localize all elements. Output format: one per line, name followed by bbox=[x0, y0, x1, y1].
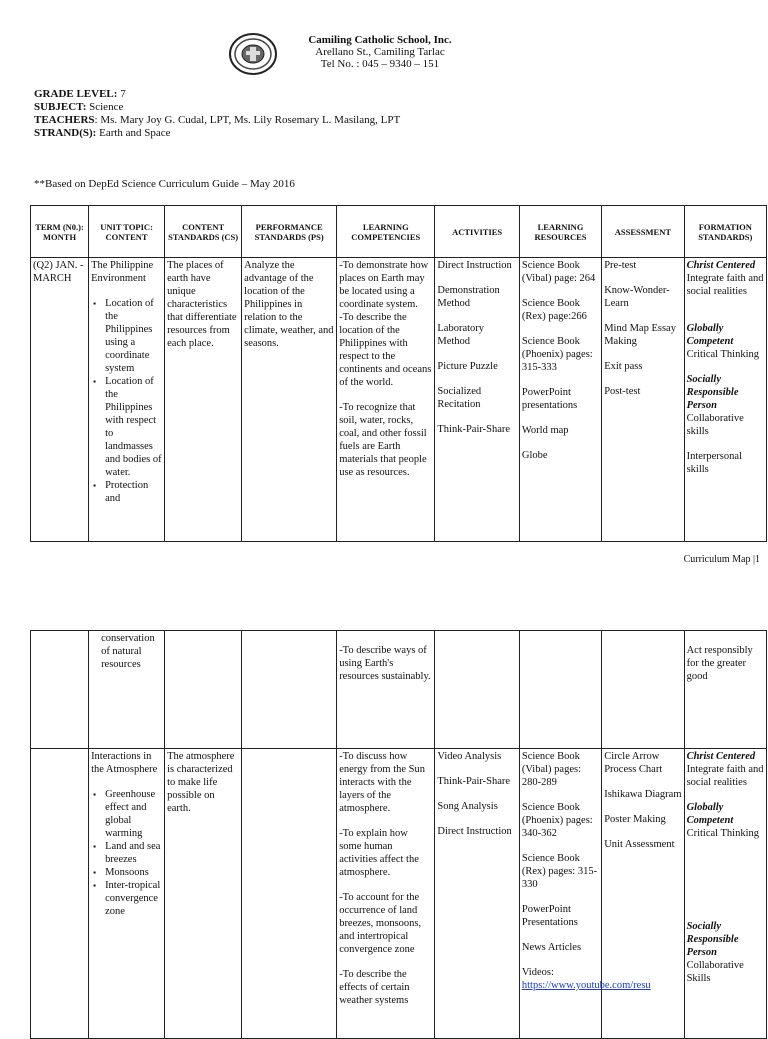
list-item: Circle Arrow Process Chart bbox=[604, 751, 663, 775]
list-item: Direct Instruction bbox=[437, 826, 512, 837]
list-item: Think-Pair-Share bbox=[437, 424, 511, 435]
assessment-cell bbox=[602, 631, 684, 749]
list-item: ▪ Monsoons bbox=[101, 866, 162, 879]
list-item: -To describe ways of using Earth's resources sustainably. bbox=[339, 645, 431, 682]
resources-cell bbox=[519, 631, 601, 749]
list-item: -To demonstrate how places on Earth may be located using a coordinate system. bbox=[339, 260, 429, 310]
list-item: ▪ Location of the Philippines using a coordinate system bbox=[101, 297, 162, 375]
topic-title: Interactions in the Atmosphere bbox=[91, 751, 158, 775]
list-item: ▪ Land and sea breezes bbox=[101, 840, 162, 866]
list-item: ▪ Inter-tropical convergence zone bbox=[101, 879, 162, 918]
formation-desc: Integrate faith and social realities bbox=[686, 273, 764, 297]
formation-title: Socially Responsible Person bbox=[686, 374, 739, 411]
formation-title: Christ Centered bbox=[686, 751, 756, 762]
formation-standards-cell bbox=[684, 749, 766, 1039]
topic-continued: conservation of natural resources bbox=[101, 633, 155, 670]
term-cell bbox=[31, 749, 89, 1039]
competencies-cell bbox=[337, 749, 435, 1039]
performance-standards-cell bbox=[242, 749, 337, 1039]
list-item: ▪ Protection and bbox=[101, 479, 162, 505]
list-item: Direct Instruction bbox=[437, 260, 512, 271]
content-standards-cell: The places of earth have unique characteristics that differentiate resources from each place. bbox=[165, 258, 242, 542]
list-item: Videos: bbox=[521, 967, 554, 978]
school-info bbox=[300, 34, 460, 70]
header-performance-standards: PERFORMANCE STANDARDS (PS) bbox=[242, 206, 337, 258]
strand-label: STRAND(S): bbox=[34, 127, 97, 139]
list-item: Science Book (Vibal) page: 264 bbox=[521, 260, 596, 284]
list-item: Science Book (Rex) page:266 bbox=[521, 298, 587, 322]
list-item: -To discuss how energy from the Sun interacts with the layers of the atmosphere. bbox=[339, 751, 426, 814]
content-standards-cell: The atmosphere is characterized to make life possible on earth. bbox=[165, 749, 242, 1039]
list-item: News Articles bbox=[521, 942, 582, 953]
list-item: Socialized Recitation bbox=[437, 386, 482, 410]
course-meta bbox=[34, 88, 400, 140]
list-item: -To recognize that soil, water, rocks, coal, and other fossil fuels are Earth materials that people use as resources. bbox=[339, 402, 427, 478]
formation-desc: Interpersonal skills bbox=[686, 451, 742, 475]
formation-desc: Critical Thinking bbox=[686, 349, 760, 360]
topic-cell bbox=[89, 258, 165, 542]
table-row bbox=[31, 631, 767, 749]
subject-line bbox=[34, 101, 400, 114]
formation-standards-cell bbox=[684, 258, 766, 542]
teachers-line bbox=[34, 114, 400, 127]
grade-level-line bbox=[34, 88, 400, 101]
list-item: PowerPoint Presentations bbox=[521, 904, 578, 928]
list-item: Song Analysis bbox=[437, 801, 498, 812]
list-item: Demonstration Method bbox=[437, 285, 500, 309]
header-unit-topic: UNIT TOPIC: CONTENT bbox=[89, 206, 165, 258]
topic-cell bbox=[89, 749, 165, 1039]
grade-value: 7 bbox=[117, 88, 126, 100]
list-item: Poster Making bbox=[604, 814, 666, 825]
formation-title: Globally Competent bbox=[686, 802, 734, 826]
header-formation-standards: FORMATION STANDARDS) bbox=[684, 206, 766, 258]
list-item: World map bbox=[521, 425, 569, 436]
list-item: Picture Puzzle bbox=[437, 361, 498, 372]
activities-cell bbox=[435, 749, 519, 1039]
header-content-standards: CONTENT STANDARDS (CS) bbox=[165, 206, 242, 258]
formation-desc: Collaborative skills bbox=[686, 413, 744, 437]
content-standards-cell bbox=[165, 631, 242, 749]
formation-desc: Act responsibly for the greater good bbox=[686, 645, 753, 682]
formation-title: Christ Centered bbox=[686, 260, 756, 271]
curriculum-map-table bbox=[30, 205, 767, 542]
school-seal-icon bbox=[229, 30, 277, 78]
list-item: Think-Pair-Share bbox=[437, 776, 511, 787]
list-item: Know-Wonder-Learn bbox=[604, 285, 670, 309]
list-item: Science Book (Rex) pages: 315-330 bbox=[521, 853, 598, 890]
subject-label: SUBJECT: bbox=[34, 101, 87, 113]
list-item: PowerPoint presentations bbox=[521, 387, 578, 411]
header-activities: ACTIVITIES bbox=[435, 206, 519, 258]
topic-title: The Philippine Environment bbox=[91, 260, 154, 284]
list-item: -To describe the effects of certain weather systems bbox=[339, 969, 410, 1006]
assessment-cell bbox=[602, 258, 684, 542]
header-assessment: ASSESSMENT bbox=[602, 206, 684, 258]
list-item: ▪ Greenhouse effect and global warming bbox=[101, 788, 162, 840]
topic-cell bbox=[89, 631, 165, 749]
subject-value: Science bbox=[86, 101, 124, 113]
formation-title: Globally Competent bbox=[686, 323, 734, 347]
list-item: Science Book (Phoenix) pages: 340-362 bbox=[521, 802, 593, 839]
list-item: ▪ Location of the Philippines with respect to landmasses and bodies of water. bbox=[101, 375, 162, 479]
list-item: Pre-test bbox=[604, 260, 637, 271]
curriculum-basis-note: **Based on DepEd Science Curriculum Guide – May 2016 bbox=[34, 178, 295, 190]
formation-title: Socially Responsible Person bbox=[686, 921, 739, 958]
assessment-cell bbox=[602, 749, 684, 1039]
formation-standards-cell bbox=[684, 631, 766, 749]
list-item: Ishikawa Diagram bbox=[604, 789, 682, 800]
school-tel: Tel No. : 045 – 9340 – 151 bbox=[320, 58, 440, 70]
formation-desc: Integrate faith and social realities bbox=[686, 764, 764, 788]
strand-line bbox=[34, 127, 400, 140]
strand-value: Earth and Space bbox=[96, 127, 171, 139]
activities-cell bbox=[435, 258, 519, 542]
header-learning-resources: LEARNING RESOURCES bbox=[519, 206, 601, 258]
video-link[interactable]: https://www.youtube.com/resu bbox=[521, 980, 651, 991]
table-header-row bbox=[31, 206, 767, 258]
competencies-cell bbox=[337, 258, 435, 542]
list-item: Mind Map Essay Making bbox=[604, 323, 676, 347]
formation-desc: Critical Thinking bbox=[686, 828, 760, 839]
term-cell bbox=[31, 631, 89, 749]
header-term: TERM (N0.): MONTH bbox=[31, 206, 89, 258]
list-item: Post-test bbox=[604, 386, 641, 397]
curriculum-map-table-continued bbox=[30, 630, 767, 1039]
list-item: Laboratory Method bbox=[437, 323, 485, 347]
list-item: -To account for the occurrence of land breezes, monsoons, and intertropical convergence zone bbox=[339, 892, 422, 955]
performance-standards-cell: Analyze the advantage of the location of the Philippines in relation to the climate, weather, and seasons. bbox=[242, 258, 337, 542]
performance-standards-cell bbox=[242, 631, 337, 749]
list-item: Exit pass bbox=[604, 361, 643, 372]
table-row bbox=[31, 749, 767, 1039]
letterhead bbox=[0, 30, 768, 80]
header-learning-competencies: LEARNING COMPETENCIES bbox=[337, 206, 435, 258]
term-cell: (Q2) JAN. - MARCH bbox=[31, 258, 89, 542]
grade-label: GRADE LEVEL: bbox=[34, 88, 118, 100]
activities-cell bbox=[435, 631, 519, 749]
competencies-cell bbox=[337, 631, 435, 749]
list-item: Globe bbox=[521, 450, 548, 461]
teachers-label: TEACHERS bbox=[34, 114, 95, 126]
list-item: -To explain how some human activities affect the atmosphere. bbox=[339, 828, 419, 878]
list-item: Science Book (Vibal) pages: 280-289 bbox=[521, 751, 581, 788]
school-name: Camiling Catholic School, Inc. bbox=[308, 34, 452, 46]
list-item: Unit Assessment bbox=[604, 839, 675, 850]
resources-cell bbox=[519, 258, 601, 542]
list-item: Science Book (Phoenix) pages: 315-333 bbox=[521, 336, 593, 373]
formation-desc: Collaborative Skills bbox=[686, 960, 744, 984]
page-footer: Curriculum Map |1 bbox=[683, 554, 760, 565]
list-item: -To describe the location of the Philippines with respect to the continents and oceans of the world. bbox=[339, 312, 432, 388]
school-address: Arellano St., Camiling Tarlac bbox=[315, 46, 445, 58]
topic-list bbox=[91, 788, 162, 918]
table-row bbox=[31, 258, 767, 542]
topic-list bbox=[91, 297, 162, 505]
teachers-value: : Ms. Mary Joy G. Cudal, LPT, Ms. Lily Rosemary L. Masilang, LPT bbox=[94, 114, 401, 126]
list-item: Video Analysis bbox=[437, 751, 502, 762]
